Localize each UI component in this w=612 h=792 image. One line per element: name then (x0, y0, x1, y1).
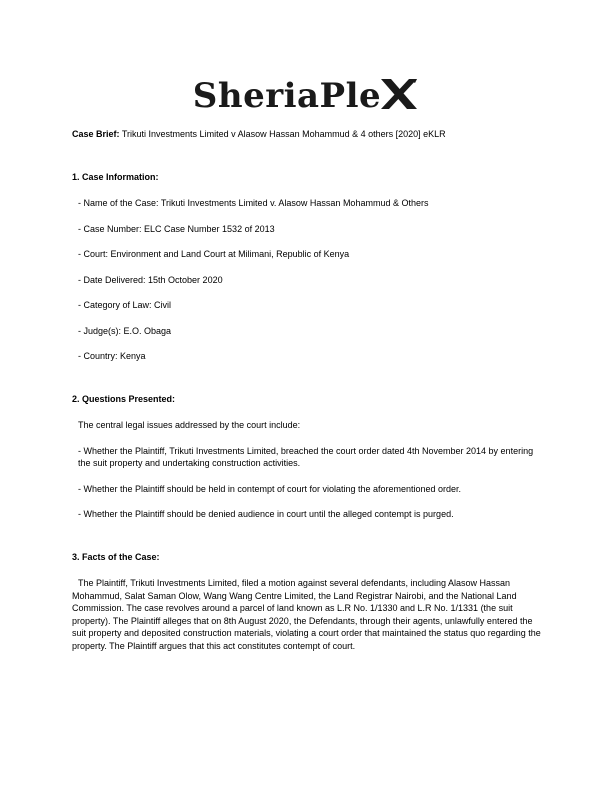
sheriaplex-logo (0, 76, 612, 120)
section-heading-case-information: 1. Case Information: (72, 171, 159, 182)
case-info-judges: - Judge(s): E.O. Obaga (78, 325, 172, 336)
case-info-category: - Category of Law: Civil (78, 300, 172, 310)
case-info-name: - Name of the Case: Trikuti Investments Limited v. Alasow Hassan Mohammud & Others (78, 198, 429, 208)
section-gap (72, 534, 542, 551)
case-brief-title: Trikuti Investments Limited v Alasow Hassan Mohammud & 4 others [2020] eKLR (121, 129, 446, 139)
section-heading-facts: 3. Facts of the Case: (72, 551, 160, 562)
question-breach: - Whether the Plaintiff, Trikuti Investments Limited, breached the court order dated 4th November 2014 by entering the suit property and undertaking construction activities. (78, 445, 534, 468)
question-audience: - Whether the Plaintiff should be denied audience in court until the alleged contempt is purged. (78, 509, 454, 519)
case-brief-line (72, 128, 542, 141)
case-info-court: - Court: Environment and Land Court at Milimani, Republic of Kenya (78, 249, 350, 259)
case-brief-label: Case Brief: (72, 129, 120, 139)
logo-wordmark: SheriaPle (192, 76, 382, 116)
document-body (72, 128, 542, 665)
section-heading-questions-presented: 2. Questions Presented: (72, 393, 176, 404)
question-contempt: - Whether the Plaintiff should be held in contempt of court for violating the aforementioned order. (78, 483, 462, 494)
questions-intro: The central legal issues addressed by the court include: (78, 420, 301, 430)
case-info-number: - Case Number: ELC Case Number 1532 of 2013 (78, 223, 275, 234)
case-info-country: - Country: Kenya (78, 351, 146, 361)
facts-paragraph: The Plaintiff, Trikuti Investments Limited, filed a motion against several defendants, including Alasow Hassan Mohammud, Salat Saman Olow, Wang Wang Centre Limited, the Land Registrar Nairobi, and the National Land Commission. The case revolves around a parcel of land known as L.R No. 1/1330 and L.R No. 1/1331 (the suit property). The Plaintiff alleges that on 8th August 2020, the Defendants, through their agents, unlawfully entered the suit property and deposited construction materials, violating a court order that maintained the status quo regarding the property. The Plaintiff argues that this act constitutes contempt of court. (72, 578, 541, 651)
logo-x-mark (379, 77, 419, 116)
case-info-date: - Date Delivered: 15th October 2020 (78, 274, 223, 285)
section-gap (72, 376, 542, 393)
